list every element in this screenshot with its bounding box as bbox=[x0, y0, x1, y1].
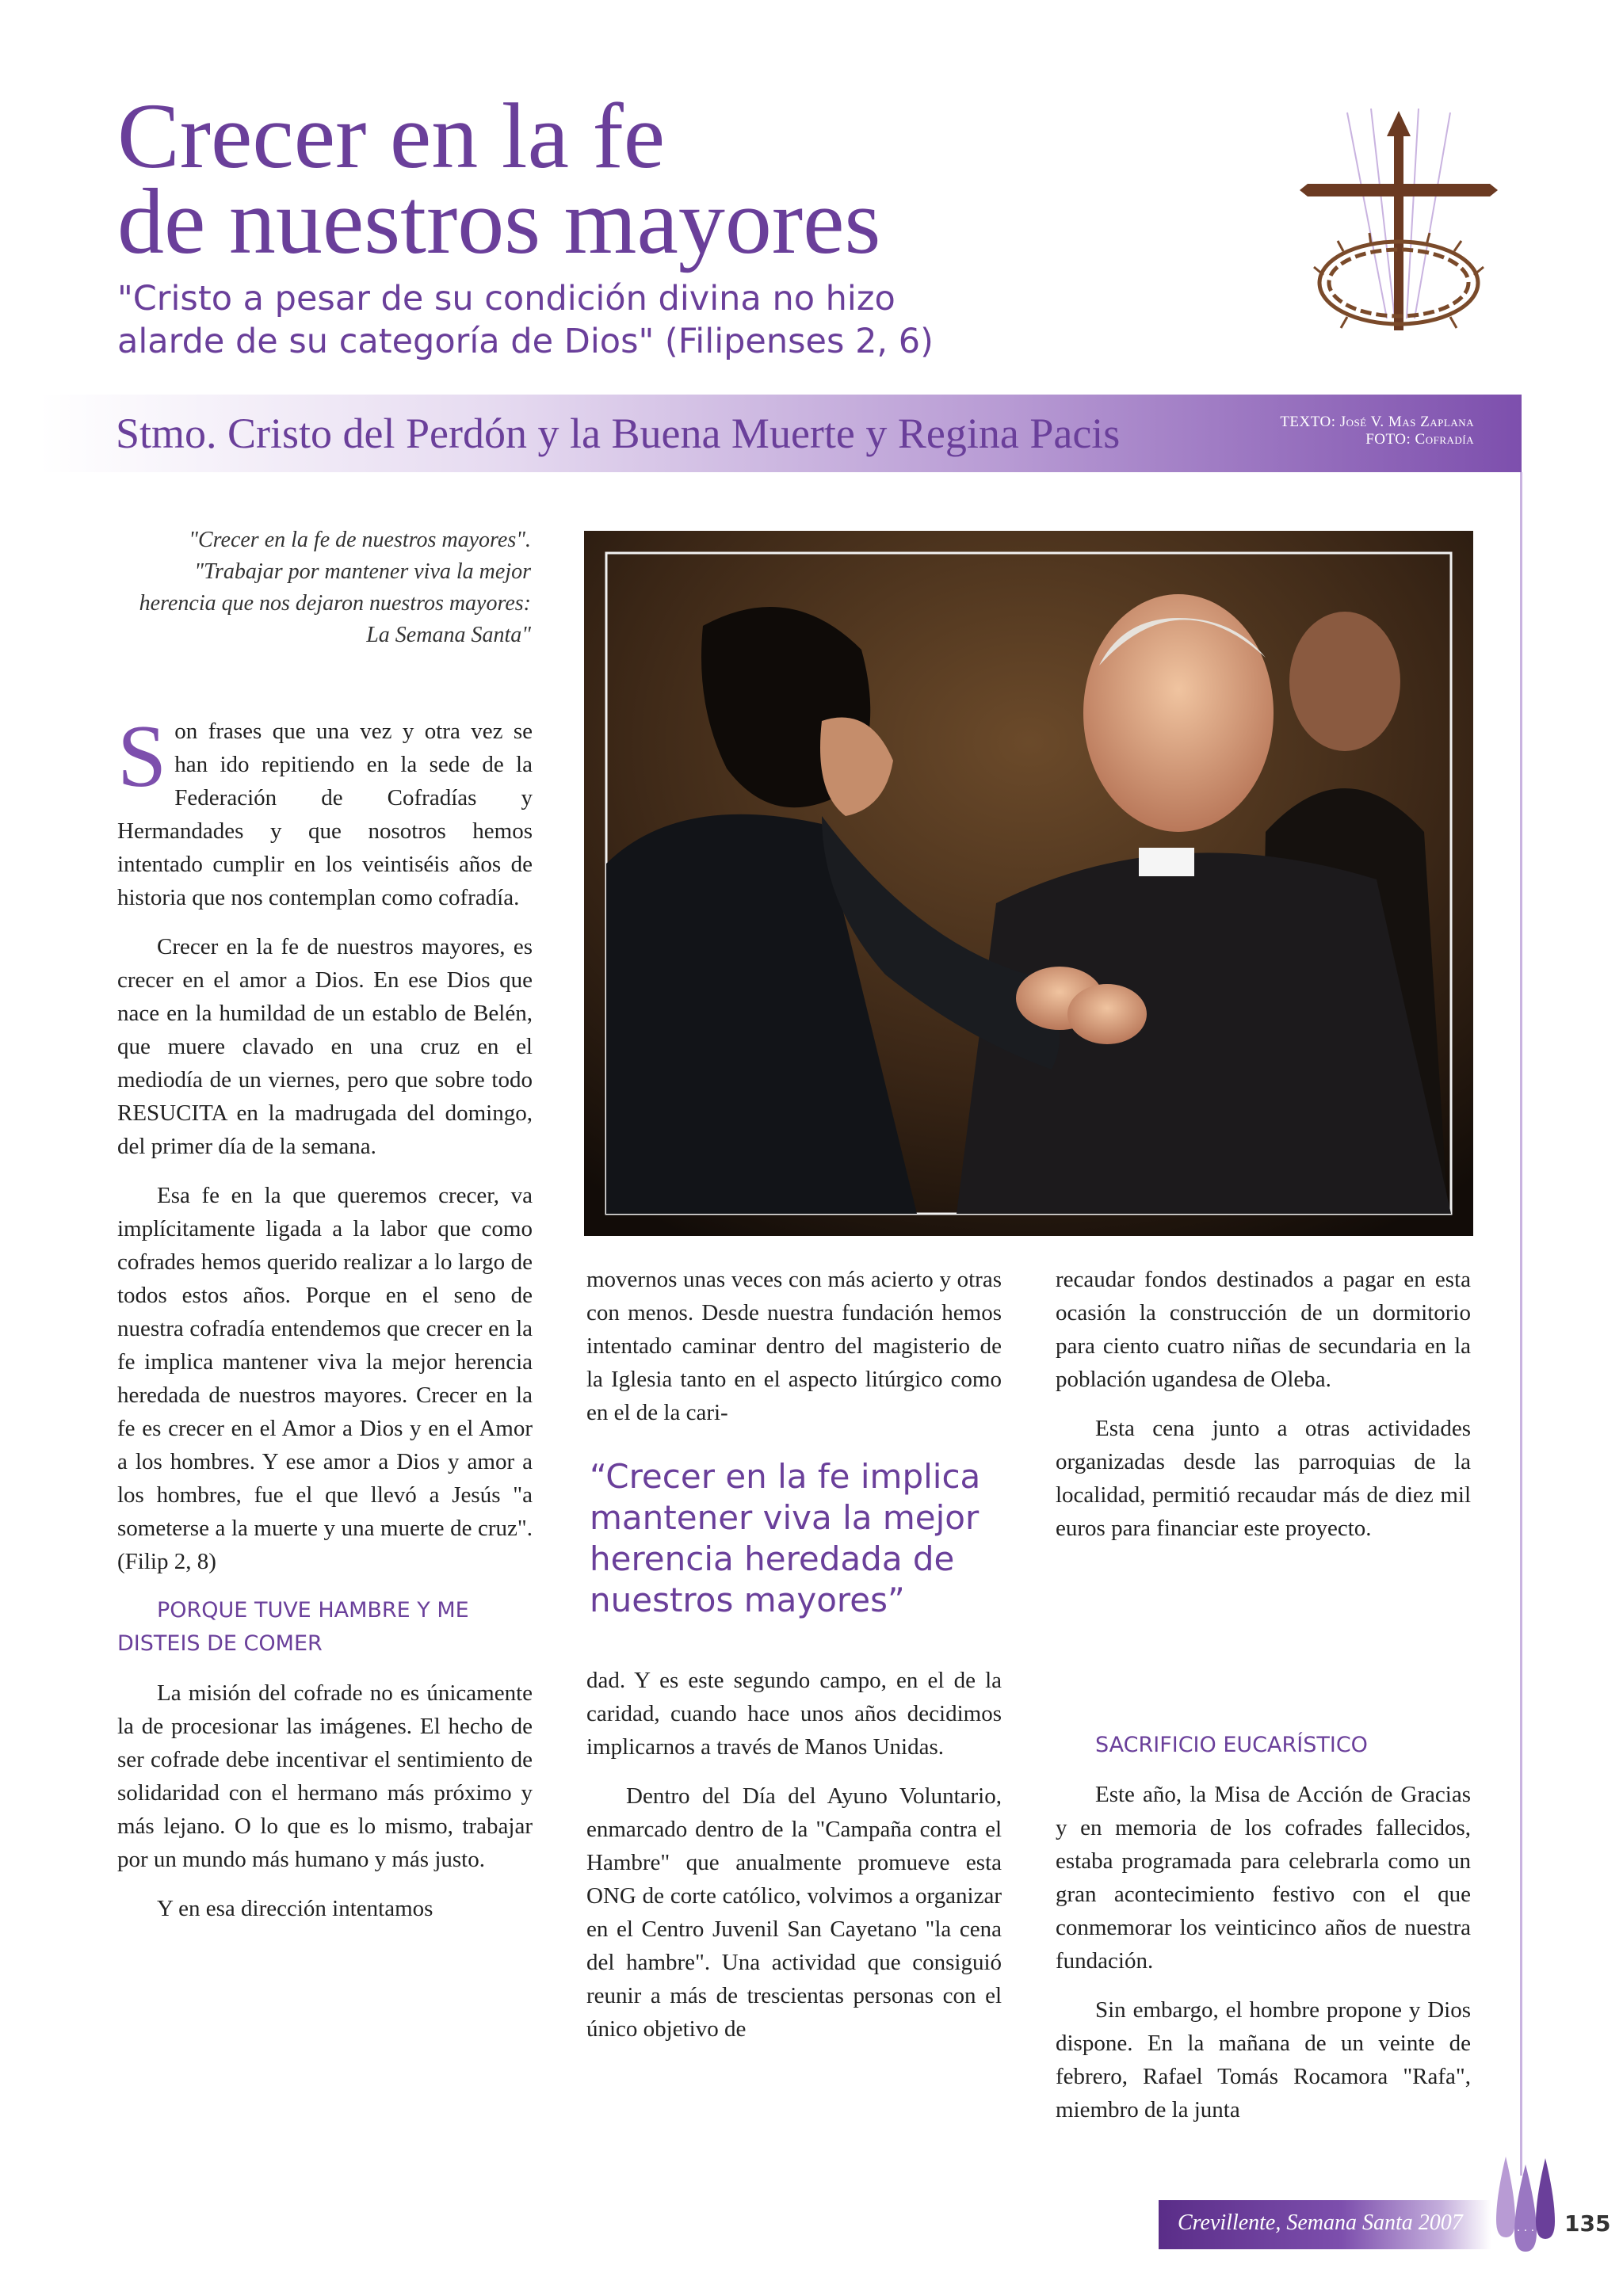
paragraph: Sin embargo, el hombre propone y Dios dispone. En la mañana de un veinte de febrero, Rafael Tomás Rocamora "Rafa", miembro de la junta bbox=[1056, 1997, 1471, 2122]
title-line-1: Crecer en la fe bbox=[117, 84, 666, 188]
paragraph: Dentro del Día del Ayuno Voluntario, enmarcado dentro de la "Campaña contra el Hambre" que anualmente promueve esta ONG de corte católico, volvimos a organizar en el Centro Juvenil San Cayetano "la cena del hambre". Una actividad que consiguió reunir a más de trescientas personas con el único objetivo de bbox=[586, 1783, 1002, 2042]
right-margin-rule bbox=[1520, 472, 1522, 2176]
paragraph: movernos unas veces con más acierto y otras con menos. Desde nuestra fundación hemos intentado caminar dentro del magisterio de la Iglesia tanto en el aspecto litúrgico como en el de la cari- bbox=[586, 1267, 1002, 1425]
subtitle-line-2: alarde de su categoría de Dios" (Filipenses 2, 6) bbox=[117, 322, 934, 361]
dropcap: S bbox=[117, 707, 167, 806]
paragraph: Esta cena junto a otras actividades organizadas desde las parroquias de la localidad, permitió recaudar más de diez mil euros para financiar este proyecto. bbox=[1056, 1416, 1471, 1541]
banner-title: Stmo. Cristo del Perdón y la Buena Muerte y Regina Pacis bbox=[116, 410, 1121, 457]
column-2-top bbox=[586, 1263, 1002, 1445]
nazareno-drops-icon bbox=[1490, 2149, 1561, 2260]
event-photo bbox=[584, 531, 1473, 1236]
paragraph: Y en esa dirección intentamos bbox=[157, 1896, 433, 1921]
subtitle-quote bbox=[117, 277, 1029, 363]
footer-publication: Crevillente, Semana Santa 2007 bbox=[1178, 2210, 1463, 2235]
text-credit-author: José V. Mas Zaplana bbox=[1339, 414, 1474, 430]
intro-quote: "Crecer en la fe de nuestros mayores". "Trabajar por mantener viva la mejor herencia que nos dejaron nuestros mayores: La Semana Santa" bbox=[139, 528, 531, 647]
paragraph: Este año, la Misa de Acción de Gracias y en memoria de los cofrades fallecidos, estaba programada para celebrarla como un gran acontecimiento festivo con el que conmemorar los veinticinco años de nuestra fundación. bbox=[1056, 1782, 1471, 1974]
pull-quote: “Crecer en la fe implica mantener viva la mejor herencia heredada de nuestros mayores” bbox=[590, 1457, 981, 1619]
photo-illustration bbox=[584, 531, 1473, 1236]
column-1 bbox=[117, 707, 533, 1941]
text-credit-label: TEXTO: bbox=[1280, 414, 1336, 430]
page-number: 135 bbox=[1564, 2210, 1611, 2237]
section-heading: SACRIFICIO EUCARÍSTICO bbox=[1095, 1733, 1368, 1757]
paragraph: dad. Y es este segundo campo, en el de la caridad, cuando hace unos años decidimos implicarnos a través de Manos Unidas. bbox=[586, 1668, 1002, 1760]
photo-credit-label: FOTO: bbox=[1365, 431, 1411, 448]
paragraph: La misión del cofrade no es únicamente la de procesionar las imágenes. El hecho de ser cofrade debe incentivar el sentimiento de solidaridad con el hermano más próximo y más lejano. O lo que es lo mismo, trabajar por un mundo más humano y más justo. bbox=[117, 1680, 533, 1872]
paragraph: recaudar fondos destinados a pagar en esta ocasión la construcción de un dormitorio para ciento cuatro niñas de secundaria en la población ugandesa de Oleba. bbox=[1056, 1267, 1471, 1392]
paragraph: Crecer en la fe de nuestros mayores, es crecer en el amor a Dios. En ese Dios que nace en la humildad de un establo de Belén, que muere clavado en una cruz en el mediodía de un viernes, pero que sobre todo RESUCITA en la madrugada del domingo, del primer día de la semana. bbox=[117, 934, 533, 1159]
column-2-bottom bbox=[586, 1664, 1002, 2061]
subtitle-line-1: "Cristo a pesar de su condición divina no hizo bbox=[117, 279, 896, 318]
paragraph: Esa fe en la que queremos crecer, va implícitamente ligada a la labor que como cofrades hemos querido realizar a lo largo de todos estos años. Porque en el seno de nuestra cofradía entendemos que crecer en la fe implica mantener viva la mejor herencia heredada de nuestros mayores. Crecer en la fe es crecer en el Amor a Dios y en el Amor a los hombres. Y ese amor a Dios y amor a los hombres, fue el que llevó a Jesús "a someterse a la muerte y una muerte de cruz". (Filip 2, 8) bbox=[117, 1183, 533, 1574]
photo-credit-author: Cofradía bbox=[1415, 431, 1474, 448]
column-3-top bbox=[1056, 1263, 1471, 1561]
cross-crown-emblem-icon bbox=[1300, 105, 1498, 342]
page-title bbox=[117, 84, 1068, 273]
svg-text:· · ·: · · · bbox=[1516, 2225, 1535, 2237]
column-3-bottom bbox=[1056, 1729, 1471, 2142]
credits bbox=[1173, 414, 1474, 448]
paragraph: Son frases que una vez y otra vez se han ido repitiendo en la sede de la Federación de Cofradías y Hermandades y que nosotros hemos intentado cumplir en los veintiséis años de historia que nos contemplan como cofradía. bbox=[117, 707, 533, 910]
title-line-2: de nuestros mayores bbox=[117, 170, 881, 273]
section-heading: PORQUE TUVE HAMBRE Y ME DISTEIS DE COMER bbox=[117, 1598, 469, 1656]
